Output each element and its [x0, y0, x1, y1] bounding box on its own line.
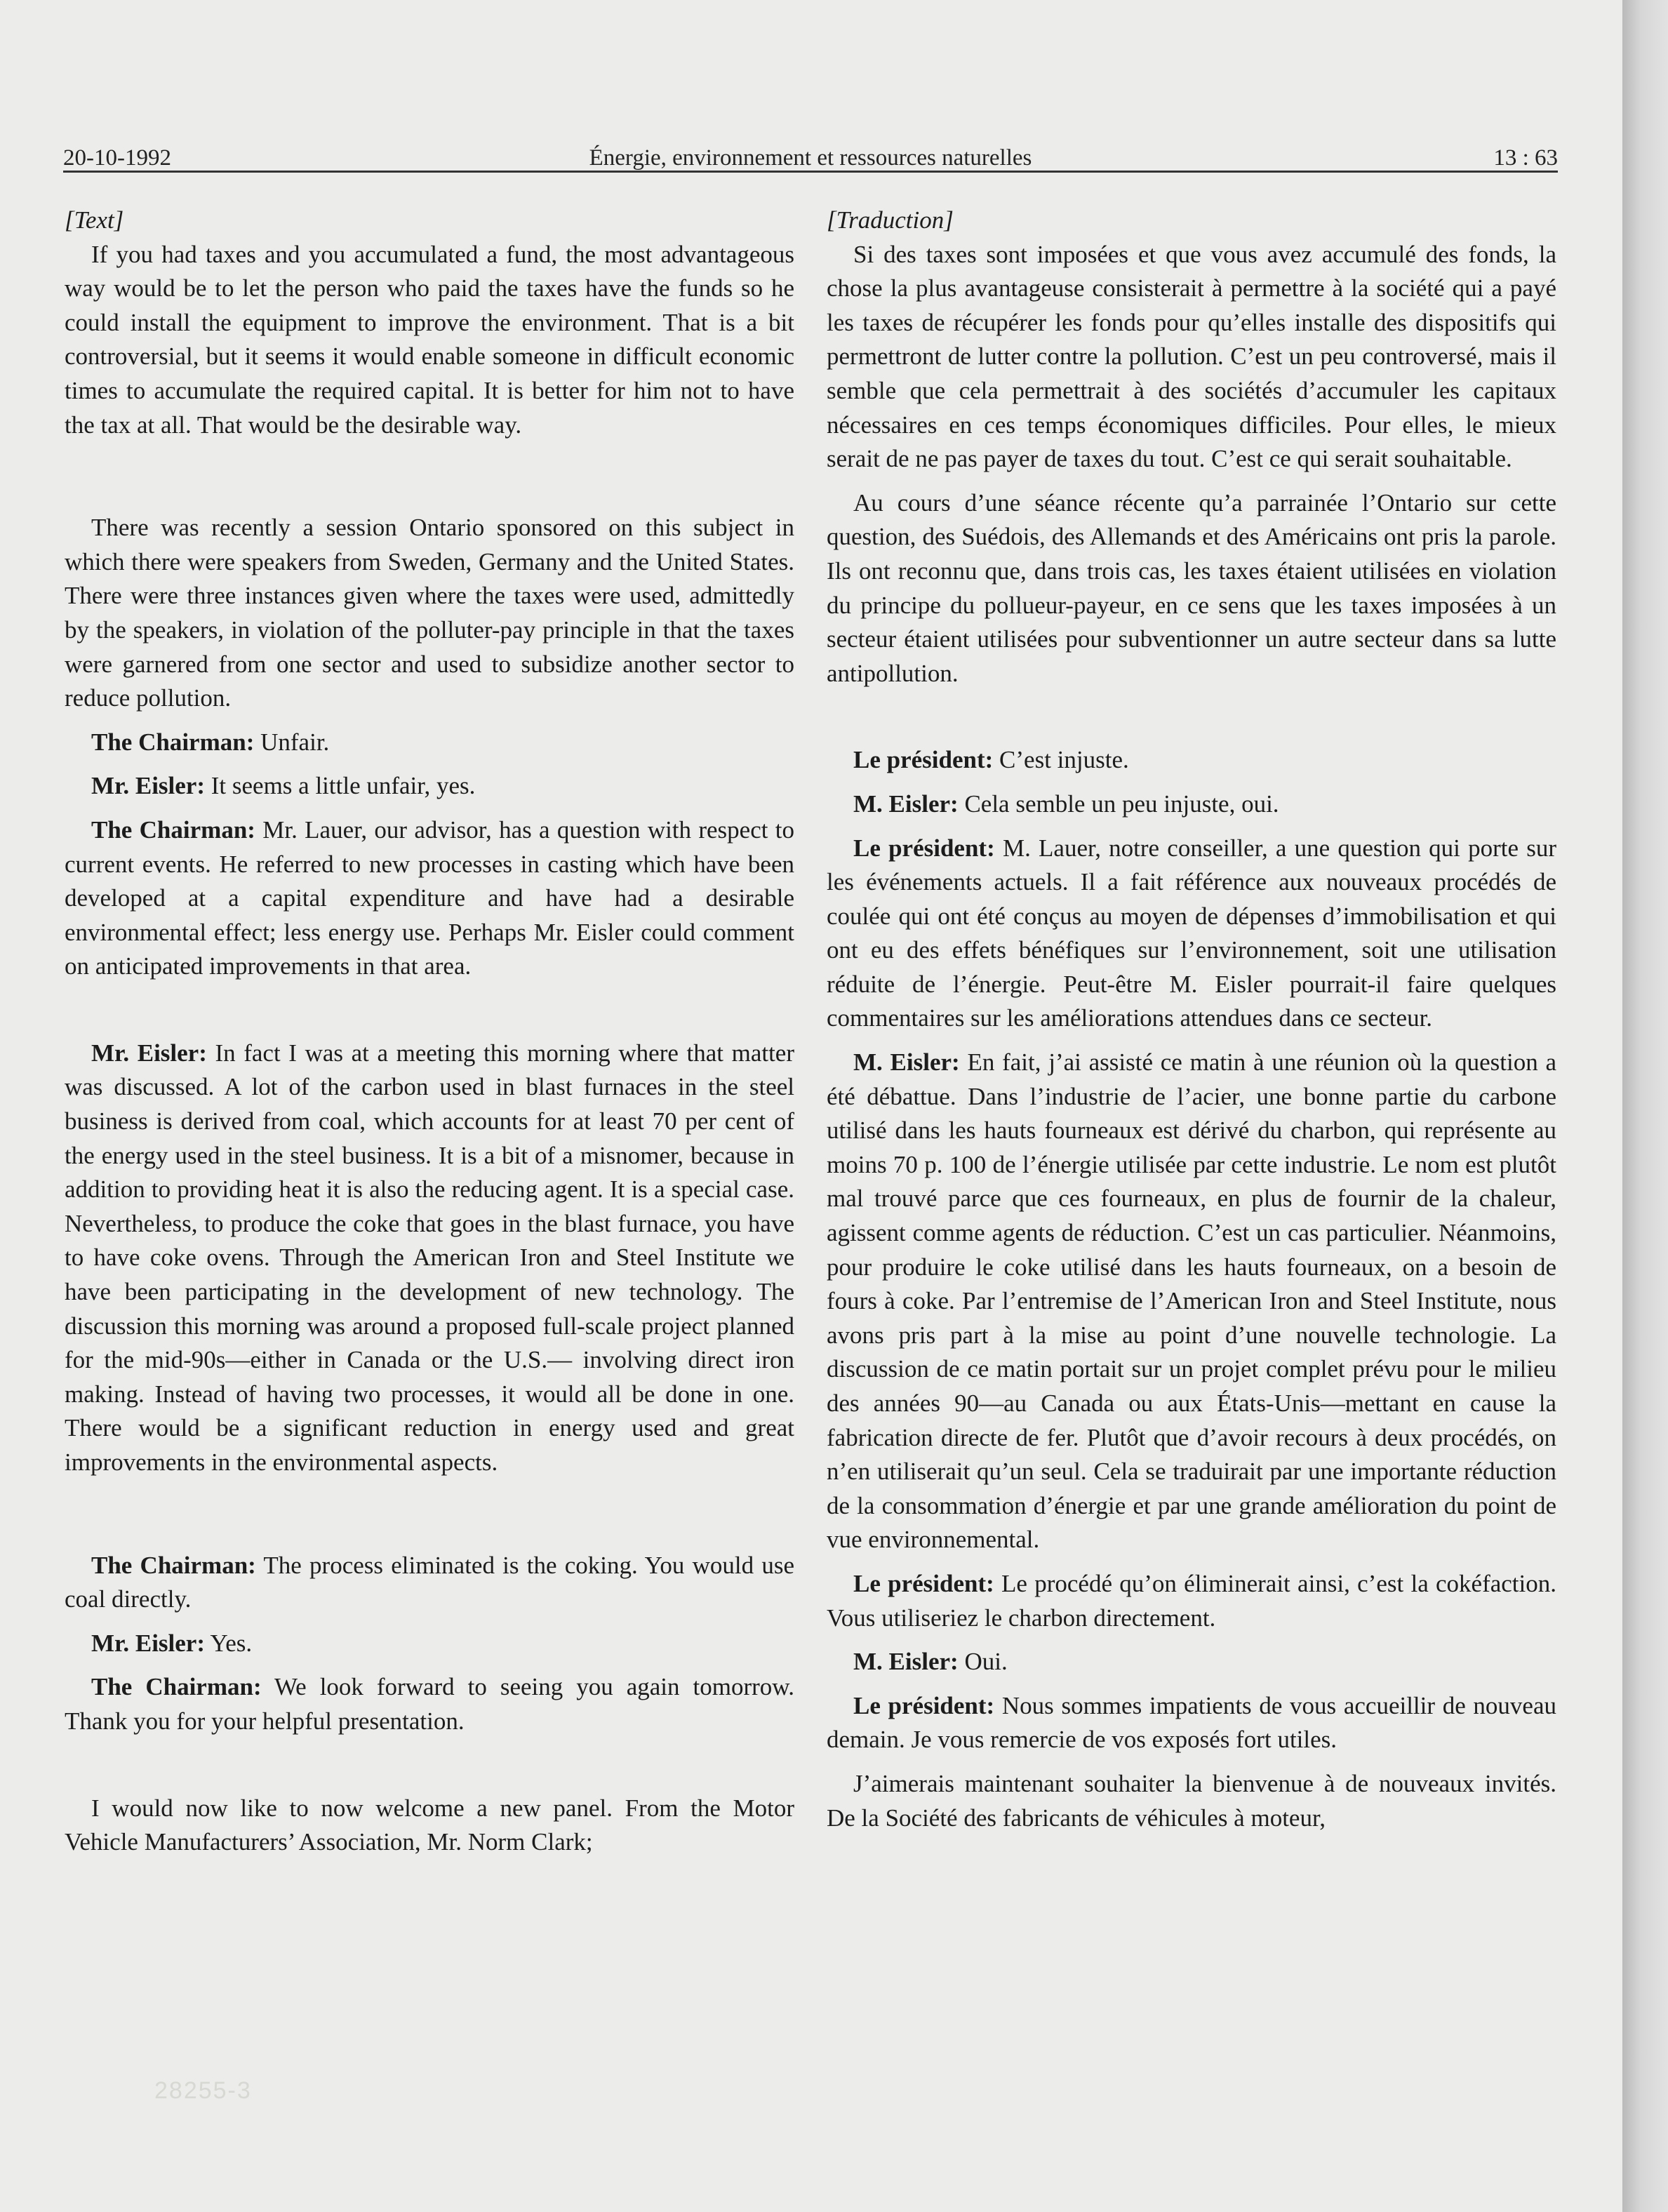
- speech: [65, 813, 794, 984]
- speech: [827, 1645, 1556, 1679]
- english-column: [65, 204, 794, 1860]
- speech-text: M. Lauer, notre conseiller, a une question qui porte sur les événements actuels. Il a fait référence aux nouveaux procédés de coulée qui ont été conçus au moyen de dépenses d’immobilisation et qui ont eu des effets bénéfiques sur l’environnement, soit une utilisation réduite de l’énergie. Peut-être M. Eisler pourrait-il faire quelques commentaires sur les améliorations attendues dans ce secteur.: [827, 834, 1556, 1032]
- speech: [827, 743, 1556, 778]
- speech-text: En fait, j’ai assisté ce matin à une réunion où la question a été débattue. Dans l’industrie de l’acier, une bonne partie du carbone utilisé dans les hauts fourneaux est dérivé du charbon, qui représente au moins 70 p. 100 de l’énergie utilisée par cette industrie. Le nom est plutôt mal trouvé parce que ces fourneaux, en plus de fournir de la chaleur, agissent comme agents de réduction. C’est un cas particulier. Néanmoins, pour produire le coke utilisé dans les hauts fourneaux, on a besoin de fours à coke. Par l’entremise de l’American Iron and Steel Institute, nous avons pris part à la mise au point d’une nouvelle technologie. La discussion de ce matin portait sur un projet complet prévu pour le milieu des années 90—au Canada ou aux États-Unis—mettant en cause la fabrication directe de fer. Plutôt que d’avoir recours à deux procédés, on n’en utiliserait qu’un seul. Cela se traduirait par une importante réduction de la consommation d’énergie et par une grande amélioration du point de vue environnemental.: [827, 1048, 1556, 1554]
- paragraph: If you had taxes and you accumulated a fund, the most advantageous way would be to let the person who paid the taxes have the funds so he could install the equipment to improve the environment. That is a bit controversial, but it seems it would enable someone in difficult economic times to accumulate the required capital. It is better for him not to have the tax at all. That would be the desirable way.: [65, 240, 794, 439]
- french-column: [827, 204, 1556, 1835]
- header-rule: [63, 171, 1558, 173]
- speech-text: In fact I was at a meeting this morning where that matter was discussed. A lot of the carbon used in blast furnaces in the steel business is derived from coal, which accounts for at least 70 per cent of the energy used in the steel business. It is a bit of a misnomer, because in addition to providing heat it is also the reducing agent. It is a special case. Nevertheless, to produce the coke that goes in the blast furnace, you have to have coke ovens. Through the American Iron and Steel Institute we have been participating in the development of new technology. The discussion this morning was around a proposed full-scale project planned for the mid-90s—either in Canada or the U.S.— involving direct iron making. Instead of having two processes, it would all be done in one. There would be a significant reduction in energy used and great improvements in the environmental aspects.: [65, 1039, 794, 1476]
- speech-text: Le procédé qu’on éliminerait ainsi, c’est la cokéfaction. Vous utiliseriez le charbon directement.: [827, 1569, 1556, 1632]
- speaker-name: Le président:: [853, 1691, 995, 1719]
- speaker-name: Le président:: [853, 1569, 994, 1597]
- language-tag: [Traduction]: [827, 206, 954, 234]
- speaker-name: Mr. Eisler:: [91, 772, 205, 800]
- paragraph: Si des taxes sont imposées et que vous avez accumulé des fonds, la chose la plus avantageuse consisterait à permettre à la société qui a payé les taxes de récupérer les fonds pour qu’elles installe des dispositifs qui permettront de lutter contre la pollution. C’est un peu controversé, mais il semble que cela permettrait à des sociétés d’accumuler les capitaux nécessaires en ces temps économiques difficiles. Pour elles, le mieux serait de ne pas payer de taxes du tout. C’est ce qui serait souhaitable.: [827, 240, 1556, 473]
- speaker-name: M. Eisler:: [853, 789, 959, 818]
- speech: [827, 787, 1556, 822]
- speech: [65, 1627, 794, 1661]
- speech-text: Cela semble un peu injuste, oui.: [958, 789, 1279, 818]
- speech: [65, 1549, 794, 1617]
- speech-text: Nous sommes impatients de vous accueillir de nouveau demain. Je vous remercie de vos exposés fort utiles.: [827, 1691, 1556, 1754]
- header-title: Énergie, environnement et ressources naturelles: [589, 145, 1032, 171]
- speaker-name: The Chairman:: [91, 815, 255, 844]
- speaker-name: M. Eisler:: [853, 1048, 960, 1077]
- speech-text: Yes.: [205, 1629, 253, 1657]
- paragraph: There was recently a session Ontario sponsored on this subject in which there were speakers from Sweden, Germany and the United States. There were three instances given where the taxes were used, admittedly by the speakers, in violation of the polluter-pay principle in that the taxes were garnered from one sector and used to subsidize another sector to reduce pollution.: [65, 514, 794, 712]
- running-header: [63, 140, 1558, 174]
- speaker-name: M. Eisler:: [853, 1648, 959, 1676]
- speech: [827, 1689, 1556, 1757]
- footer-stamp: 28255-3: [154, 2077, 252, 2104]
- speech: [65, 769, 794, 804]
- speech-text: Oui.: [958, 1648, 1008, 1676]
- speech: [65, 726, 794, 760]
- speech: [827, 1567, 1556, 1635]
- header-page-number: 13 : 63: [1493, 145, 1558, 171]
- speaker-name: Mr. Eisler:: [91, 1039, 207, 1067]
- speech-text: C’est injuste.: [993, 746, 1129, 774]
- speaker-name: The Chairman:: [91, 1673, 262, 1701]
- speech: [65, 1037, 794, 1480]
- speech: [827, 832, 1556, 1037]
- header-date: 20-10-1992: [63, 145, 171, 171]
- speaker-name: Le président:: [853, 834, 995, 862]
- speech-text: We look forward to seeing you again tomorrow. Thank you for your helpful presentation.: [65, 1673, 795, 1735]
- paragraph: I would now like to now welcome a new panel. From the Motor Vehicle Manufacturers’ Association, Mr. Norm Clark;: [65, 1794, 794, 1856]
- language-tag: [Text]: [65, 206, 124, 234]
- speaker-name: Le président:: [853, 746, 994, 774]
- speaker-name: The Chairman:: [91, 728, 255, 756]
- speaker-name: The Chairman:: [91, 1551, 256, 1579]
- paragraph: Au cours d’une séance récente qu’a parrainée l’Ontario sur cette question, des Suédois, des Allemands et des Américains ont pris la parole. Ils ont reconnu que, dans trois cas, les taxes étaient utilisées en violation du principe du pollueur-payeur, en ce sens que les taxes imposées à un secteur étaient utilisées pour subventionner un autre secteur dans sa lutte antipollution.: [827, 488, 1556, 687]
- speech-text: It seems a little unfair, yes.: [205, 772, 476, 800]
- speech-text: The process eliminated is the coking. You would use coal directly.: [65, 1551, 794, 1613]
- speech-text: Mr. Lauer, our advisor, has a question with respect to current events. He referred to new processes in casting which have been developed at a capital expenditure and have had a desirable environmental effect; less energy use. Perhaps Mr. Eisler could comment on anticipated improvements in that area.: [65, 815, 794, 980]
- speech: [65, 1670, 794, 1738]
- paragraph: J’aimerais maintenant souhaiter la bienvenue à de nouveaux invités. De la Société des fabricants de véhicules à moteur,: [827, 1769, 1556, 1832]
- adjacent-page-edge: [1622, 0, 1668, 2212]
- speech: [827, 1046, 1556, 1557]
- speech-text: Unfair.: [254, 728, 330, 756]
- speaker-name: Mr. Eisler:: [91, 1629, 205, 1657]
